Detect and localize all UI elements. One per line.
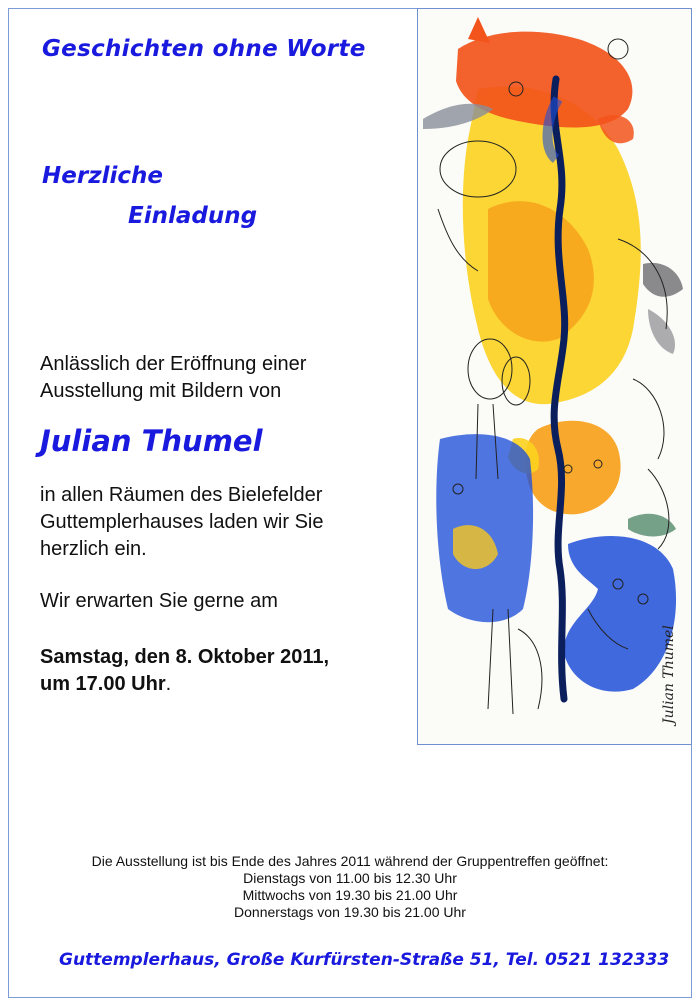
greeting-line-2: Einladung <box>128 203 258 229</box>
hours-wednesday: Mittwochs von 19.30 bis 21.00 Uhr <box>242 887 458 903</box>
opening-hours <box>8 853 692 921</box>
hours-tuesday: Dienstags von 11.00 bis 12.30 Uhr <box>243 870 457 886</box>
intro-line-1: Anlässlich der Eröffnung einer <box>40 353 307 375</box>
invitation-title: Geschichten ohne Worte <box>42 36 366 62</box>
rooms-line-1: in allen Räumen des Bielefelder <box>40 484 323 506</box>
rooms-text <box>40 482 323 563</box>
date-period: . <box>165 673 172 695</box>
artist-name: Julian Thumel <box>40 424 263 458</box>
footer-address: Guttemplerhaus, Große Kurfürsten-Straße 51, Tel. 0521 132333 <box>59 950 670 970</box>
date-line-1: Samstag, den 8. Oktober 2011, <box>40 646 330 668</box>
artwork-image <box>417 8 692 745</box>
expect-text: Wir erwarten Sie gerne am <box>40 590 278 612</box>
greeting-line-1: Herzliche <box>42 163 163 189</box>
rooms-line-3: herzlich ein. <box>40 538 147 560</box>
event-date <box>40 644 329 698</box>
intro-text <box>40 351 306 405</box>
date-time: um 17.00 Uhr <box>40 673 166 695</box>
artwork-signature: Julian Thumel <box>661 625 677 724</box>
artwork-illustration <box>418 9 691 744</box>
hours-intro: Die Ausstellung ist bis Ende des Jahres 2011 während der Gruppentreffen geöffnet: <box>91 853 609 869</box>
intro-line-2: Ausstellung mit Bildern von <box>40 380 282 402</box>
hours-thursday: Donnerstags von 19.30 bis 21.00 Uhr <box>234 904 466 920</box>
date-line-2 <box>40 671 329 698</box>
rooms-line-2: Guttemplerhauses laden wir Sie <box>40 511 324 533</box>
